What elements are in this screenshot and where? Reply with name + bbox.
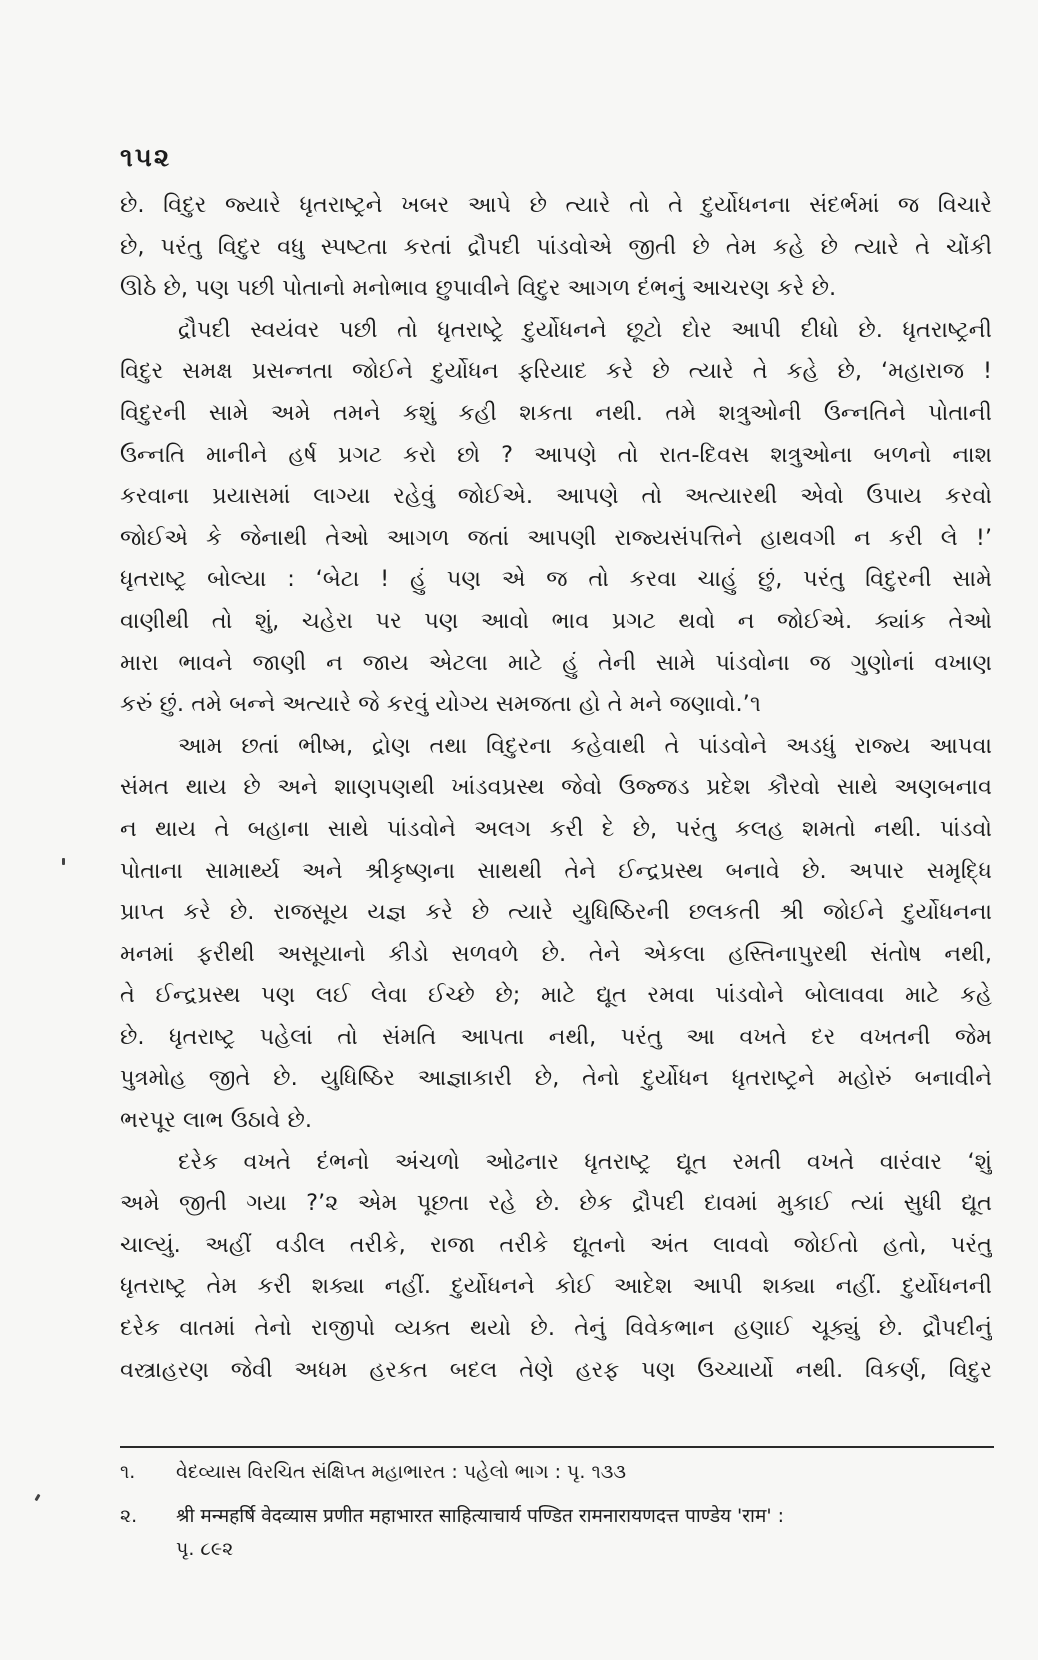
text-line: ન થાય તે બહાના સાથે પાંડવોને અલગ કરી દે છે, પરંતુ કલહ શમતો નથી. પાંડવો [120, 815, 992, 842]
text-line: વિદુર સમક્ષ પ્રસન્નતા જોઈને દુર્યોધન ફરિયાદ કરે છે ત્યારે તે કહે છે, ‘મહારાજ ! [120, 358, 992, 385]
text-line: વસ્ત્રાહરણ જેવી અધમ હરકત બદલ તેણે હરફ પણ ઉચ્ચાર્યો નથી. વિકર્ણ, વિદુર [120, 1356, 992, 1383]
text-line: કરવાના પ્રયાસમાં લાગ્યા રહેવું જોઈએ. આપણે તો અત્યારથી એવો ઉપાય કરવો [120, 483, 992, 510]
text-line: ઊઠે છે, પણ પછી પોતાનો મનોભાવ છુપાવીને વિદુર આગળ દંભનું આચરણ કરે છે. [120, 275, 837, 302]
text-line: જોઈએ કે જેનાથી તેઓ આગળ જતાં આપણી રાજ્યસંપત્તિને હાથવગી ન કરી લે !’ [120, 524, 992, 551]
text-line: છે, પરંતુ વિદુર વધુ સ્પષ્ટતા કરતાં દ્રૌપદી પાંડવોએ જીતી છે તેમ કહે છે ત્યારે તે ચોંકી [120, 233, 992, 260]
text-line: ઉન્નતિ માનીને હર્ષ પ્રગટ કરો છો ? આપણે તો રાત-દિવસ શત્રુઓના બળનો નાશ [120, 441, 992, 468]
body-text [120, 185, 992, 1391]
text-line: ભરપૂર લાભ ઉઠાવે છે. [120, 1107, 313, 1134]
footnote-1 [120, 1456, 994, 1488]
footnote-2 [120, 1500, 994, 1532]
text-line: પ્રાપ્ત કરે છે. રાજસૂય યજ્ઞ કરે છે ત્યારે યુધિષ્ઠિરની છલકતી શ્રી જોઈને દુર્યોધનના [120, 899, 992, 926]
footnote-divider [120, 1446, 994, 1448]
text-line: મનમાં ફરીથી અસૂયાનો કીડો સળવળે છે. તેને એકલા હસ્તિનાપુરથી સંતોષ નથી, [120, 940, 992, 967]
footnotes [120, 1456, 994, 1566]
footnote-number: ૧. [120, 1461, 136, 1483]
text-line: દરેક વાતમાં તેનો રાજીપો વ્યક્ત થયો છે. તેનું વિવેકભાન હણાઈ ચૂક્યું છે. દ્રૌપદીનું [120, 1315, 992, 1342]
text-line: વાણીથી તો શું, ચહેરા પર પણ આવો ભાવ પ્રગટ થવો ન જોઈએ. ક્યાંક તેઓ [120, 607, 992, 634]
text-line: છે. ધૃતરાષ્ટ્ર પહેલાં તો સંમતિ આપતા નથી, પરંતુ આ વખતે દર વખતની જેમ [120, 1023, 992, 1050]
text-line: છે. વિદુર જ્યારે ધૃતરાષ્ટ્રને ખબર આપે છે ત્યારે તો તે દુર્યોધનના સંદર્ભમાં જ વિચારે [120, 192, 992, 218]
text-line: પુત્રમોહ જીતે છે. યુધિષ્ઠિર આજ્ઞાકારી છે, તેનો દુર્યોધન ધૃતરાષ્ટ્રને મહોરું બનાવીને [120, 1065, 992, 1092]
footnote-text: વેદવ્યાસ વિરચિત સંક્ષિપ્ત મહાભારત : પહેલો ભાગ : પૃ. ૧૩૩ [176, 1461, 627, 1483]
text-line: કરું છું. તમે બન્ને અત્યારે જે કરવું યોગ્ય સમજતા હો તે મને જણાવો.’૧ [120, 691, 761, 718]
text-line: અમે જીતી ગયા ?’૨ એમ પૂછતા રહે છે. છેક દ્રૌપદી દાવમાં મુકાઈ ત્યાં સુધી દ્યૂત [120, 1190, 992, 1217]
text-line: દરેક વખતે દંભનો અંચળો ઓઢનાર ધૃતરાષ્ટ્ર દ્યૂત રમતી વખતે વારંવાર ‘શું [178, 1148, 992, 1175]
text-line: આમ છતાં ભીષ્મ, દ્રોણ તથા વિદુરના કહેવાથી તે પાંડવોને અડધું રાજ્ય આપવા [178, 732, 992, 759]
text-line: ધૃતરાષ્ટ્ર બોલ્યા : ‘બેટા ! હું પણ એ જ તો કરવા ચાહું છું, પરંતુ વિદુરની સામે [120, 566, 992, 593]
footnote-continuation: પૃ. ૮૯૨ [176, 1538, 234, 1560]
text-line: વિદુરની સામે અમે તમને કશું કહી શકતા નથી. તમે શત્રુઓની ઉન્નતિને પોતાની [120, 399, 992, 426]
text-line: મારા ભાવને જાણી ન જાય એટલા માટે હું તેની સામે પાંડવોના જ ગુણોનાં વખાણ [120, 649, 992, 676]
footnote-text: श्री मन्महर्षि वेदव्यास प्रणीत महाभारत साहित्याचार्य पण्डित रामनारायणदत्त पाण्डेय 'राम' : [176, 1505, 784, 1527]
text-line: દ્રૌપદી સ્વયંવર પછી તો ધૃતરાષ્ટ્રે દુર્યોધનને છૂટો દોર આપી દીધો છે. ધૃતરાષ્ટ્રની [178, 316, 992, 343]
text-line: પોતાના સામાર્થ્ય અને શ્રીકૃષ્ણના સાથથી તેને ઈન્દ્રપ્રસ્થ બનાવે છે. અપાર સમૃદ્ધિ [120, 857, 992, 884]
text-line: ધૃતરાષ્ટ્ર તેમ કરી શક્યા નહીં. દુર્યોધનને કોઈ આદેશ આપી શક્યા નહીં. દુર્યોધનની [120, 1273, 992, 1300]
page-number: ૧૫૨ [120, 143, 172, 173]
text-line: તે ઈન્દ્રપ્રસ્થ પણ લઈ લેવા ઈચ્છે છે; માટે દ્યૂત રમવા પાંડવોને બોલાવવા માટે કહે [120, 982, 992, 1009]
text-line: ચાલ્યું. અહીં વડીલ તરીકે, રાજા તરીકે દ્યૂતનો અંત લાવવો જોઈતો હતો, પરંતુ [120, 1231, 992, 1258]
text-line: સંમત થાય છે અને શાણપણથી ખાંડવપ્રસ્થ જેવો ઉજ્જડ પ્રદેશ કૌરવો સાથે અણબનાવ [120, 774, 992, 801]
print-speck [62, 858, 65, 865]
print-speck [34, 1494, 40, 1502]
footnote-number: ૨. [120, 1505, 138, 1527]
